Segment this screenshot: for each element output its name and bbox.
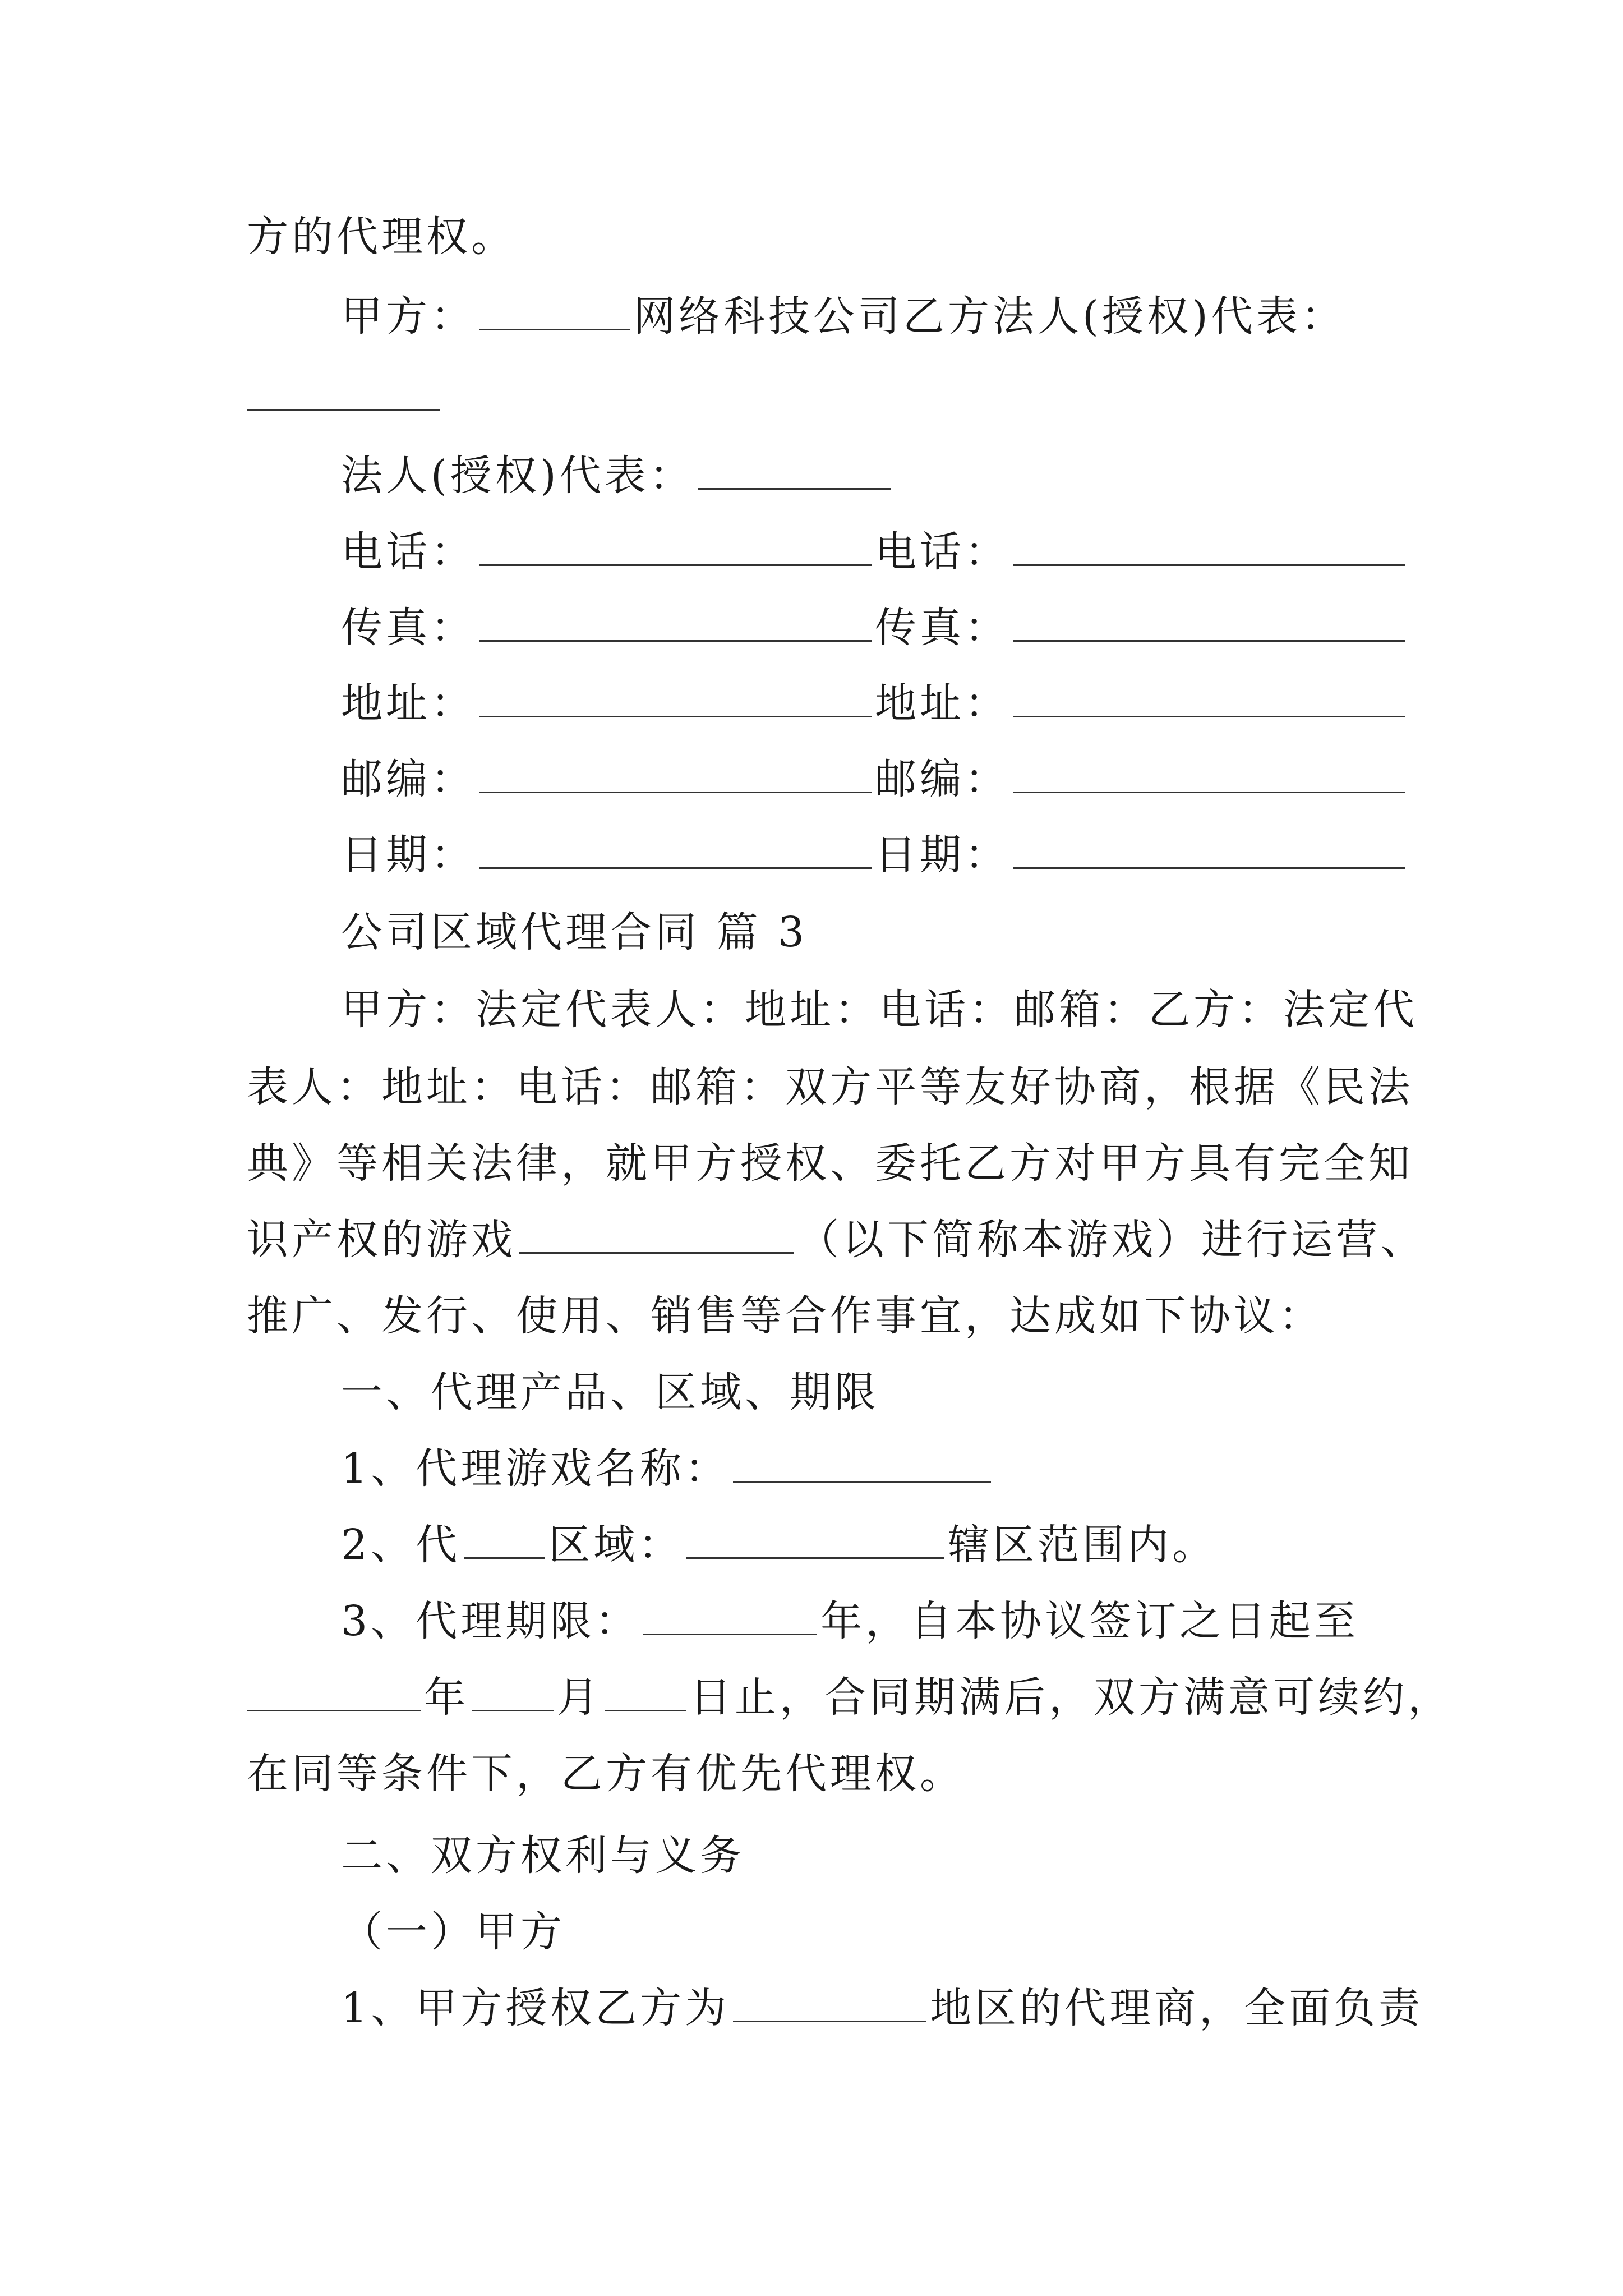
fill-blank xyxy=(605,1671,686,1711)
fill-blank xyxy=(464,1518,545,1559)
text: 地址： xyxy=(341,679,476,728)
text: 地址： xyxy=(875,679,1009,728)
text: 1、甲方授权乙方为 xyxy=(341,1984,730,2032)
text-line xyxy=(341,448,895,504)
contact-row xyxy=(341,827,1409,883)
text: 年 xyxy=(424,1673,469,1722)
fill-blank xyxy=(1013,828,1405,869)
text-line xyxy=(247,209,516,265)
section-heading xyxy=(341,1904,565,1960)
text: 邮编： xyxy=(875,755,1009,803)
fill-blank xyxy=(247,1671,421,1711)
section-heading xyxy=(341,904,808,960)
text: 年，自本协议签订之日起至 xyxy=(820,1597,1359,1645)
text: 电话： xyxy=(341,528,476,576)
fill-blank xyxy=(479,601,872,642)
section-heading xyxy=(341,1828,745,1884)
fill-blank xyxy=(1013,601,1405,642)
text: 日期： xyxy=(875,831,1009,879)
text: （以下简称本游戏）进行运营、 xyxy=(797,1216,1426,1264)
text: 识产权的游戏 xyxy=(247,1216,516,1264)
fill-blank xyxy=(479,289,630,330)
text: 方的代理权。 xyxy=(247,213,516,261)
text: 辖区范围内。 xyxy=(948,1521,1218,1569)
text-line xyxy=(341,1441,994,1497)
text-line xyxy=(341,1980,1423,2036)
fill-blank xyxy=(479,677,872,717)
fill-blank xyxy=(472,1671,554,1711)
text: 公司区域代理合同 篇 3 xyxy=(341,908,808,956)
text: 邮编： xyxy=(341,755,476,803)
text-line xyxy=(341,982,1418,1038)
text: 传真： xyxy=(875,604,1009,652)
text: 典》等相关法律，就甲方授权、委托乙方对甲方具有完全知 xyxy=(247,1139,1413,1188)
fill-blank xyxy=(479,752,872,793)
text: 表人：地址：电话：邮箱：双方平等友好协商，根据《民法 xyxy=(247,1063,1413,1111)
fill-blank xyxy=(686,1518,944,1559)
fill-blank xyxy=(479,828,872,869)
fill-blank xyxy=(247,370,440,411)
fill-blank xyxy=(1013,525,1405,566)
text-line xyxy=(247,1669,1453,1726)
section-heading xyxy=(341,1364,879,1420)
text: 传真： xyxy=(341,604,476,652)
fill-blank xyxy=(733,1981,926,2022)
text-line xyxy=(247,1212,1426,1268)
text-line xyxy=(341,1517,1217,1573)
fill-blank xyxy=(643,1594,817,1635)
contact-row xyxy=(341,751,1409,807)
contact-row xyxy=(341,524,1409,580)
fill-blank xyxy=(698,449,891,490)
text: 甲方：法定代表人：地址：电话：邮箱：乙方：法定代 xyxy=(341,986,1418,1034)
text-line xyxy=(247,369,444,425)
text-line xyxy=(247,1288,1324,1344)
text: 电话： xyxy=(875,528,1009,576)
fill-blank xyxy=(1013,752,1405,793)
text: 月 xyxy=(557,1673,602,1722)
text: 日期： xyxy=(341,831,476,879)
text-line xyxy=(247,1135,1413,1191)
text: 日止，合同期满后，双方满意可续约， xyxy=(690,1673,1453,1722)
fill-blank xyxy=(519,1213,794,1254)
text: （一）甲方 xyxy=(341,1908,565,1956)
text-line xyxy=(247,1746,965,1802)
text: 网络科技公司乙方法人(授权)代表： xyxy=(634,292,1346,341)
text: 法人(授权)代表： xyxy=(341,452,694,500)
text-line xyxy=(341,288,1346,344)
text: 地区的代理商，全面负责 xyxy=(930,1984,1424,2032)
text: 二、双方权利与义务 xyxy=(341,1832,745,1880)
text-line xyxy=(247,1059,1413,1115)
fill-blank xyxy=(479,525,872,566)
text: 一、代理产品、区域、期限 xyxy=(341,1368,879,1416)
text: 甲方： xyxy=(341,292,476,341)
text: 2、代 xyxy=(341,1521,461,1569)
text: 在同等条件下，乙方有优先代理权。 xyxy=(247,1750,965,1798)
text: 1、代理游戏名称： xyxy=(341,1444,730,1493)
fill-blank xyxy=(1013,677,1405,717)
text-line xyxy=(341,1593,1359,1649)
text: 推广、发行、使用、销售等合作事宜，达成如下协议： xyxy=(247,1292,1324,1340)
contact-row xyxy=(341,600,1409,656)
fill-blank xyxy=(733,1442,991,1483)
text: 3、代理期限： xyxy=(341,1597,640,1645)
contact-row xyxy=(341,675,1409,731)
text: 区域： xyxy=(548,1521,684,1569)
